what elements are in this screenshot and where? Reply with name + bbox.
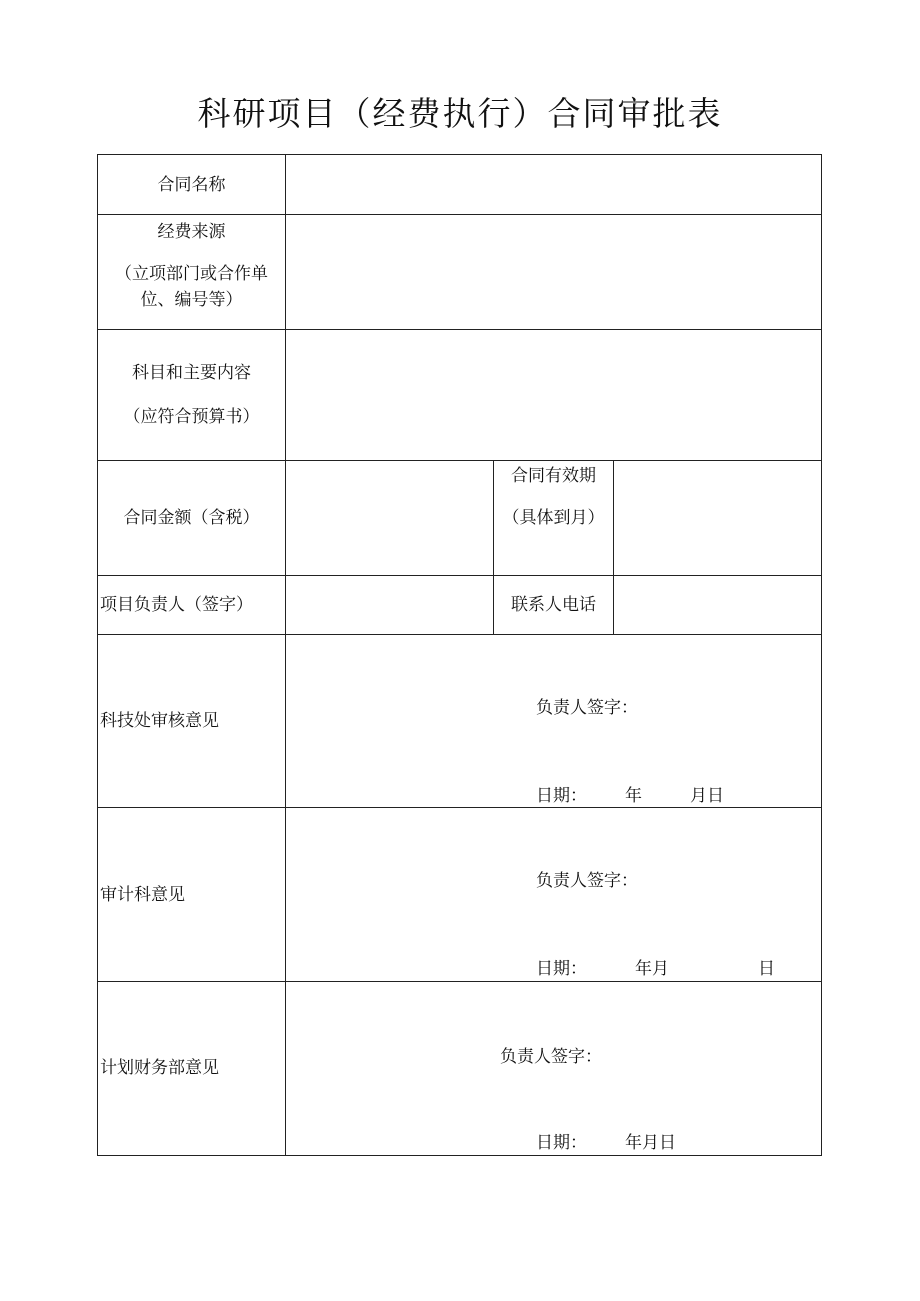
funding-source-field[interactable] <box>298 255 808 275</box>
row-divider <box>98 981 821 982</box>
subject-content-hint: （应符合预算书） <box>123 407 260 427</box>
contact-phone-label: 联系人电话 <box>511 595 596 615</box>
row-divider <box>98 807 821 808</box>
contract-name-label: 合同名称 <box>157 175 226 195</box>
row-divider <box>98 460 821 461</box>
sci-tech-date-year: 年 <box>625 786 642 806</box>
audit-date-day: 日 <box>758 959 775 979</box>
project-leader-label: 项目负责人（签字） <box>100 595 253 615</box>
audit-sign-label: 负责人签字： <box>536 871 638 891</box>
subject-content-label: 科目和主要内容 <box>132 363 251 383</box>
funding-source-hint: （立项部门或合作单 <box>115 264 268 284</box>
validity-label: 合同有效期 <box>511 466 596 486</box>
audit-review-label: 审计科意见 <box>100 885 185 905</box>
audit-date-label: 日期： <box>536 959 587 979</box>
finance-date-label: 日期： <box>536 1133 587 1153</box>
validity-hint: （具体到月） <box>502 508 605 528</box>
page-title: 科研项目（经费执行）合同审批表 <box>197 94 723 133</box>
validity-field[interactable] <box>623 508 813 528</box>
sci-tech-date-label: 日期： <box>536 786 587 806</box>
sci-tech-review-label: 科技处审核意见 <box>100 711 219 731</box>
sci-tech-sign-label: 负责人签字： <box>536 698 638 718</box>
finance-sign-label: 负责人签字： <box>500 1047 602 1067</box>
row-divider <box>98 575 821 576</box>
row-divider <box>98 634 821 635</box>
contract-name-field[interactable] <box>298 175 808 195</box>
subject-content-field[interactable] <box>298 385 808 405</box>
contract-amount-field[interactable] <box>298 508 483 528</box>
sci-tech-date-monthday: 月日 <box>690 786 724 806</box>
funding-source-hint-cont: 位、编号等） <box>140 290 243 310</box>
finance-date-ymd: 年月日 <box>625 1133 676 1153</box>
contact-phone-field[interactable] <box>623 595 813 615</box>
column-divider <box>613 460 614 634</box>
audit-date-yearmonth: 年月 <box>635 959 669 979</box>
finance-review-label: 计划财务部意见 <box>100 1058 219 1078</box>
project-leader-field[interactable] <box>298 595 483 615</box>
column-divider <box>285 155 286 1155</box>
contract-amount-label: 合同金额（含税） <box>123 508 260 528</box>
row-divider <box>98 329 821 330</box>
approval-form-table <box>97 154 822 1156</box>
funding-source-label: 经费来源 <box>157 222 226 242</box>
row-divider <box>98 214 821 215</box>
